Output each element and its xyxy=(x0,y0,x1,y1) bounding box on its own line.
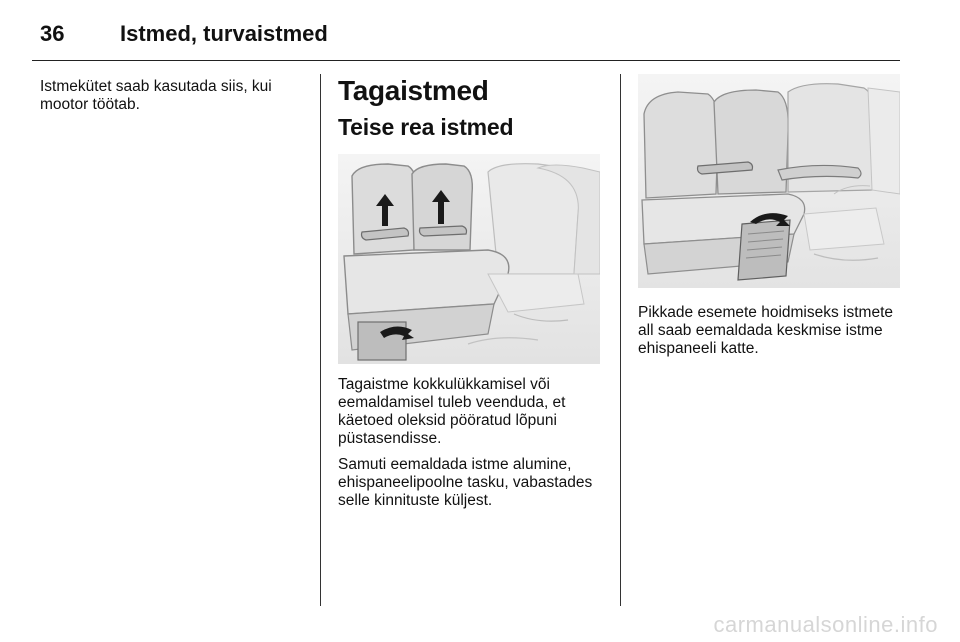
column-divider-1 xyxy=(320,74,321,606)
header-divider xyxy=(32,60,900,61)
column-divider-2 xyxy=(620,74,621,606)
column-1 xyxy=(40,78,300,114)
subsection-heading: Teise rea istmed xyxy=(338,114,514,140)
section-heading: Tagaistmed xyxy=(338,75,489,106)
column-1-paragraph: Istmekütet saab kasutada siis, kui mootor töötab. xyxy=(40,78,272,113)
column-2-text xyxy=(338,376,608,510)
seat-panel-cover-illustration-icon xyxy=(638,74,900,288)
column-3-text xyxy=(638,304,908,358)
column-3-paragraph: Pikkade esemete hoidmiseks istmete all saab eemaldada keskmise istme ehispaneeli katte. xyxy=(638,304,894,357)
column-2-paragraph-2: Samuti eemaldada istme alumine, ehispaneelipoolne tasku, vabastades selle kinnituste küljest. xyxy=(338,456,593,509)
column-2-paragraph-1: Tagaistme kokkulükkamisel või eemaldamisel tuleb veenduda, et käetoed oleksid pööratud lõpuni püstasendisse. xyxy=(338,376,566,447)
page-number: 36 xyxy=(40,21,65,46)
column-2 xyxy=(338,74,608,509)
watermark-text: carmanualsonline.info xyxy=(713,612,938,637)
seat-armrest-illustration-icon xyxy=(338,154,600,364)
section-title: Istmed, turvaistmed xyxy=(120,21,328,46)
page-header xyxy=(40,18,328,50)
